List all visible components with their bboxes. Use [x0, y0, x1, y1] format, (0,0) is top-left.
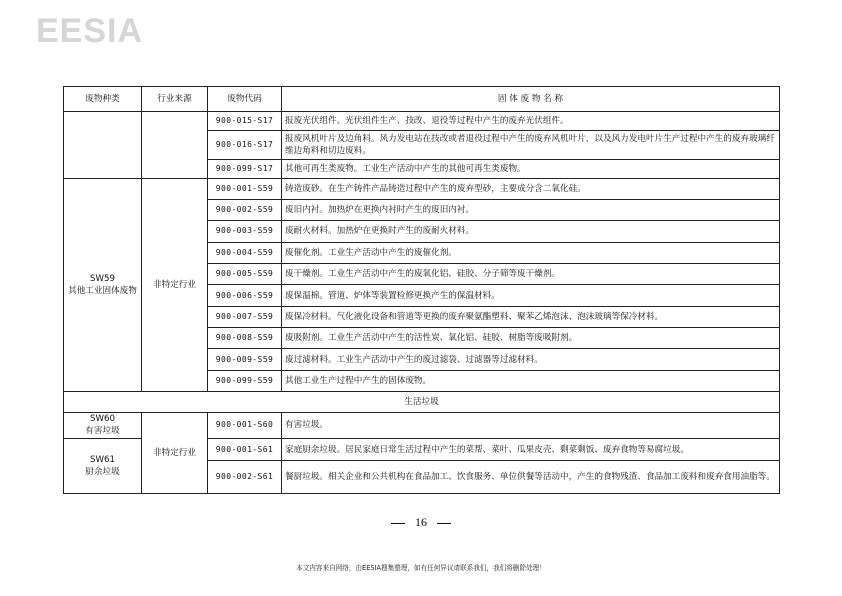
waste-name-cell: 废保温棉。管道、炉体等装置检修更换产生的保温材料。 — [282, 285, 780, 306]
waste-code-cell: 900-006-S59 — [208, 285, 282, 306]
waste-name-cell: 废耐火材料。加热炉在更换时产生的废耐火材料。 — [282, 221, 780, 242]
waste-code-cell: 900-008-S59 — [208, 328, 282, 349]
waste-name-cell: 废旧内衬。加热炉在更换内衬时产生的废旧内衬。 — [282, 199, 780, 220]
waste-code-cell: 900-005-S59 — [208, 264, 282, 285]
waste-name-cell: 餐厨垃圾。相关企业和公共机构在食品加工、饮食服务、单位供餐等活动中，产生的食物残渣、食品加工废料和废弃食用油脂等。 — [282, 461, 780, 494]
table-row — [64, 412, 780, 438]
waste-code-cell: 900-001-S59 — [208, 178, 282, 199]
waste-catalog-table — [63, 86, 780, 494]
waste-code-cell: 900-001-S60 — [208, 412, 282, 438]
category-name: 有害垃圾 — [85, 426, 120, 437]
industry-cell: 非特定行业 — [142, 178, 208, 392]
waste-code-cell: 900-001-S61 — [208, 438, 282, 460]
waste-code-cell: 900-099-S59 — [208, 370, 282, 391]
waste-code-cell: 900-099-S17 — [208, 160, 282, 178]
waste-name-cell: 其他可再生类废物。工业生产活动中产生的其他可再生类废物。 — [282, 160, 780, 178]
table-header-row — [64, 87, 780, 112]
dash-right — [437, 523, 451, 524]
category-cell-empty — [64, 112, 142, 178]
section-row — [64, 392, 780, 412]
waste-name-cell: 其他工业生产过程中产生的固体废物。 — [282, 370, 780, 391]
page-number — [0, 515, 842, 530]
waste-name-cell: 废催化剂。工业生产活动中产生的废催化剂。 — [282, 242, 780, 263]
header-waste-name: 固 体 废 物 名 称 — [282, 87, 780, 112]
waste-name-cell: 废保冷材料。气化液化设备和管道等更换的废弃聚氨酯塑料、聚苯乙烯泡沫、泡沫玻璃等保冷材料。 — [282, 306, 780, 327]
category-cell-sw60 — [64, 412, 142, 438]
header-industry-source: 行业来源 — [142, 87, 208, 112]
industry-cell: 非特定行业 — [142, 412, 208, 494]
table-row — [64, 178, 780, 199]
header-waste-code: 废物代码 — [208, 87, 282, 112]
waste-code-cell: 900-003-S59 — [208, 221, 282, 242]
waste-code-cell: 900-009-S59 — [208, 349, 282, 370]
category-cell-sw61 — [64, 438, 142, 493]
waste-name-cell: 有害垃圾。 — [282, 412, 780, 438]
waste-name-cell: 废干燥剂。工业生产活动中产生的废氧化铝、硅胶、分子筛等废干燥剂。 — [282, 264, 780, 285]
waste-code-cell: 900-002-S59 — [208, 199, 282, 220]
waste-name-cell: 废吸附剂。工业生产活动中产生的活性炭、氧化铝、硅胶、树脂等废吸附剂。 — [282, 328, 780, 349]
category-code: SW59 — [90, 273, 115, 284]
waste-code-cell: 900-015-S17 — [208, 112, 282, 130]
eesia-logo: EESIA — [36, 12, 144, 50]
waste-code-cell: 900-002-S61 — [208, 461, 282, 494]
waste-name-cell: 铸造废砂。在生产铸件产品铸造过程中产生的废弃型砂，主要成分含二氧化硅。 — [282, 178, 780, 199]
section-title: 生活垃圾 — [64, 392, 780, 412]
waste-name-cell: 家庭厨余垃圾。居民家庭日常生活过程中产生的菜帮、菜叶、瓜果皮壳、剩菜剩饭、废弃食物等易腐垃圾。 — [282, 438, 780, 460]
header-waste-type: 废物种类 — [64, 87, 142, 112]
table-row — [64, 112, 780, 130]
waste-name-cell: 报废光伏组件。光伏组件生产、技改、退役等过程中产生的废弃光伏组件。 — [282, 112, 780, 130]
category-cell-sw59 — [64, 178, 142, 392]
industry-cell-empty — [142, 112, 208, 178]
category-code: SW60 — [90, 414, 115, 425]
dash-left — [391, 523, 405, 524]
waste-code-cell: 900-004-S59 — [208, 242, 282, 263]
category-name: 厨余垃圾 — [85, 466, 120, 477]
waste-code-cell: 900-016-S17 — [208, 130, 282, 160]
category-code: SW61 — [90, 454, 115, 465]
waste-name-cell: 废过滤材料。工业生产活动中产生的废过滤袋、过滤器等过滤材料。 — [282, 349, 780, 370]
page-number-value: 16 — [415, 515, 427, 529]
waste-code-cell: 900-007-S59 — [208, 306, 282, 327]
footer-note: 本文内容来自网络，由EESIA搜集整理，如有任何异议请联系我们，我们将删除处理！ — [296, 564, 546, 572]
category-name: 其他工业固体废物 — [68, 285, 137, 296]
waste-name-cell: 报废风机叶片及边角料。风力发电站在技改或者退役过程中产生的废弃风机叶片，以及风力发电叶片生产过程中产生的废弃玻璃纤维边角料和切边废料。 — [282, 130, 780, 160]
